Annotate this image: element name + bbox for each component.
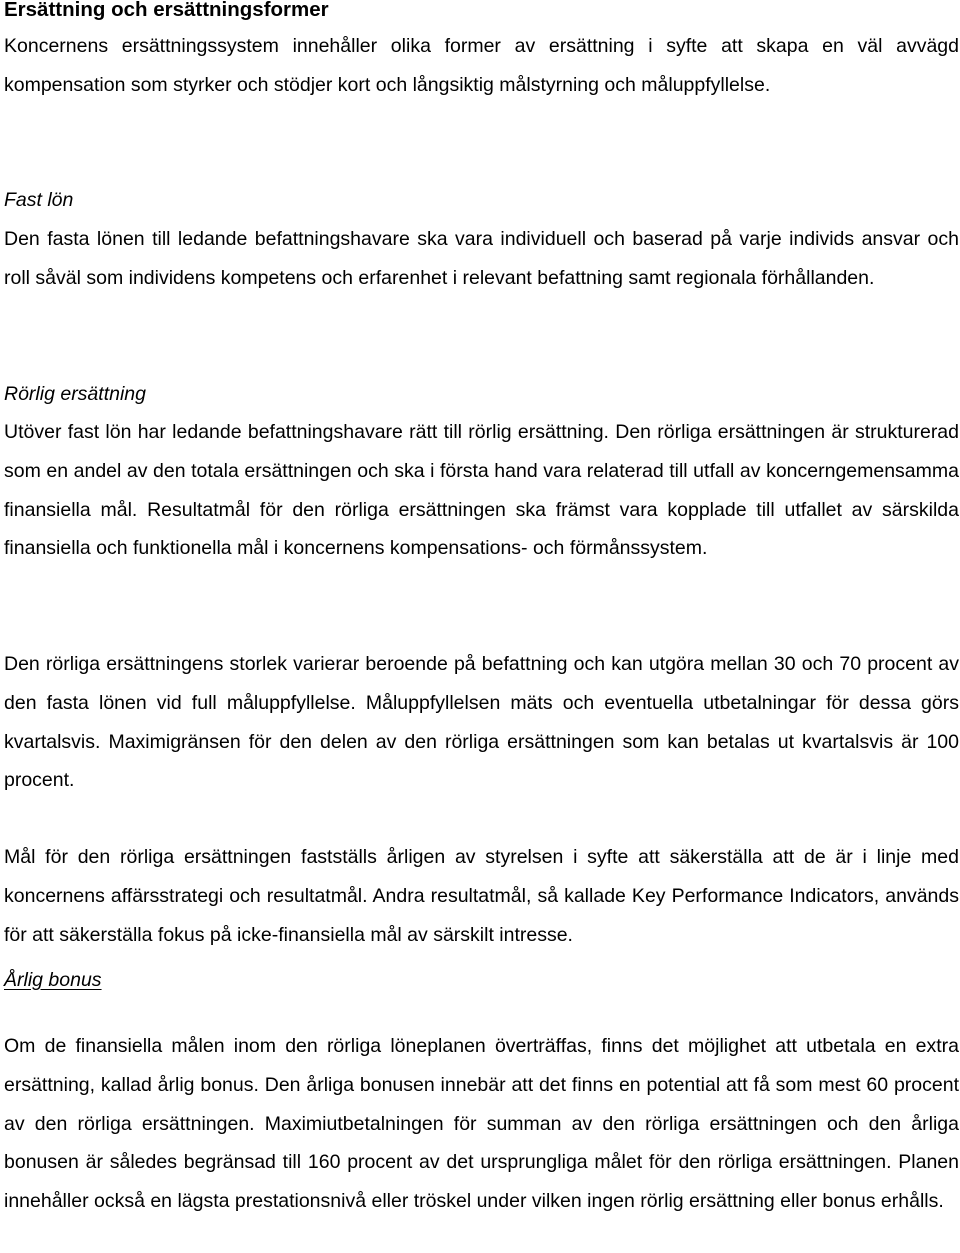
- fast-lon-paragraph: Den fasta lönen till ledande befattningshavare ska vara individuell och baserad på varje individs ansvar och roll såväl som individens kompetens och erfarenhet i relevant befattning samt regionala förhållanden.: [4, 228, 959, 289]
- section-heading-fast-lon: Fast lön: [4, 189, 74, 211]
- rorlig-ersattning-paragraph-2: Den rörliga ersättningens storlek varierar beroende på befattning och kan utgöra mellan 30 och 70 procent av den fasta lönen vid full måluppfyllelse. Måluppfyllelsen mäts och eventuella utbetalningar för dessa görs kvartalsvis. Maximigränsen för den delen av den rörliga ersättningen som kan betalas ut kvartalsvis är 100 procent.: [4, 653, 959, 792]
- page-title: Ersättning och ersättningsformer: [4, 0, 329, 21]
- rorlig-ersattning-paragraph-3: Mål för den rörliga ersättningen fastställs årligen av styrelsen i syfte att säkerställa att de är i linje med koncernens affärsstrategi och resultatmål. Andra resultatmål, så kallade Key Performance Indicators, används för att säkerställa fokus på icke-finansiella mål av särskilt intresse.: [4, 846, 959, 946]
- intro-paragraph: Koncernens ersättningssystem innehåller olika former av ersättning i syfte att skapa en väl avvägd kompensation som styrker och stödjer kort och långsiktig målstyrning och måluppfyllelse.: [4, 35, 959, 96]
- rorlig-ersattning-paragraph-1: Utöver fast lön har ledande befattningshavare rätt till rörlig ersättning. Den rörliga ersättningen är strukturerad som en andel av den totala ersättningen och ska i första hand vara relaterad till utfall av koncerngemensamma finansiella mål. Resultatmål för den rörliga ersättningen ska främst vara kopplade till utfallet av särskilda finansiella och funktionella mål i koncernens kompensations- och förmånssystem.: [4, 421, 959, 560]
- arlig-bonus-paragraph: Om de finansiella målen inom den rörliga löneplanen överträffas, finns det möjlighet att utbetala en extra ersättning, kallad årlig bonus. Den årliga bonusen innebär att det finns en potential att få som mest 60 procent av den rörliga ersättningen. Maximiutbetalningen för summan av den rörliga ersättningen och den årliga bonusen är således begränsad till 160 procent av det ursprungliga målet för den rörliga ersättningen. Planen innehåller också en lägsta prestationsnivå eller tröskel under vilken ingen rörlig ersättning eller bonus erhålls.: [4, 1035, 959, 1213]
- section-heading-arlig-bonus: Årlig bonus: [4, 969, 102, 991]
- section-heading-rorlig-ersattning: Rörlig ersättning: [4, 383, 146, 405]
